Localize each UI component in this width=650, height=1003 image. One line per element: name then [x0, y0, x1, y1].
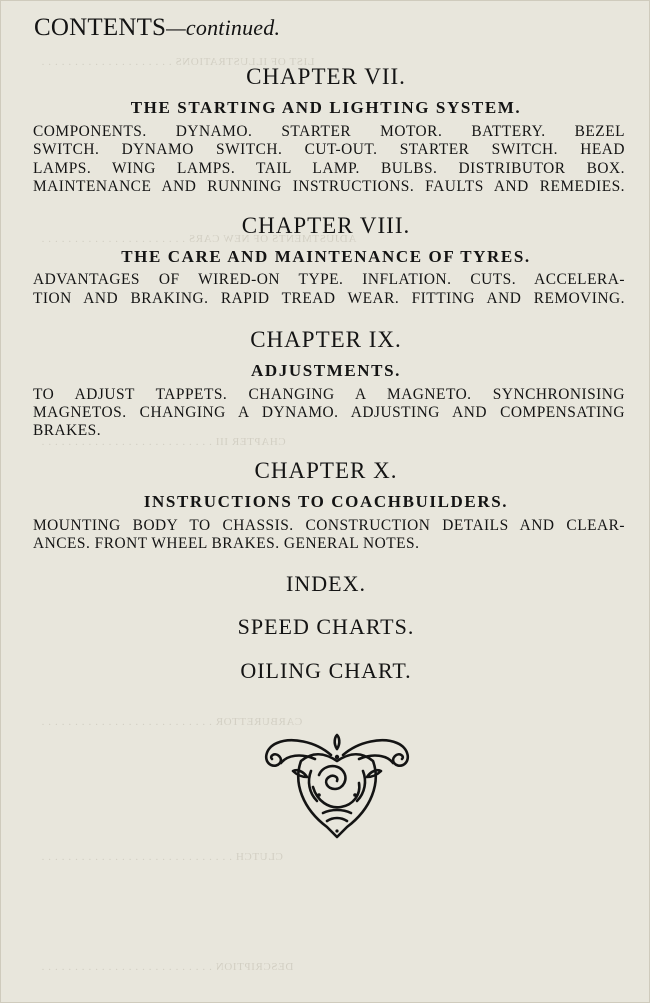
show-through-line: CARBURETTOR . . . . . . . . . . . . . . . . . . . . . . . . . .	[41, 716, 303, 728]
chapter-heading: CHAPTER VIII.	[241, 213, 411, 238]
chapter-heading: CHAPTER X.	[254, 458, 398, 483]
oiling-chart-heading: OILING CHART.	[240, 658, 412, 683]
body-line: TO ADJUST TAPPETS. CHANGING A MAGNETO. SYNCHRONISING	[33, 386, 625, 403]
show-through-line: LIST OF ILLUSTRATIONS . . . . . . . . . . . . . . . . . . . .	[41, 56, 315, 68]
chapter-title: THE STARTING AND LIGHTING SYSTEM.	[130, 98, 522, 117]
chapter-title: THE CARE AND MAINTENANCE OF TYRES.	[121, 247, 531, 266]
chapter-heading: CHAPTER VII.	[246, 64, 406, 89]
body-line: MAINTENANCE AND RUNNING INSTRUCTIONS. FAULTS AND REMEDIES.	[33, 178, 625, 195]
speed-charts-heading: SPEED CHARTS.	[237, 614, 415, 639]
chapter-title: INSTRUCTIONS TO COACHBUILDERS.	[143, 492, 509, 511]
show-through-line: ADJUSTMENTS OF NEW CARS . . . . . . . . . . . . . . . . . . . . . .	[41, 233, 357, 245]
header-continued: —continued.	[166, 15, 281, 40]
body-line: ANCES. FRONT WHEEL BRAKES. GENERAL NOTES.	[33, 535, 420, 552]
body-line: SWITCH. DYNAMO SWITCH. CUT-OUT. STARTER SWITCH. HEAD	[33, 141, 625, 158]
body-line: MAGNETOS. CHANGING A DYNAMO. ADJUSTING AND COMPENSATING	[33, 404, 625, 421]
show-through-line: DESCRIPTION . . . . . . . . . . . . . . . . . . . . . . . . . .	[41, 961, 294, 973]
body-line: MOUNTING BODY TO CHASSIS. CONSTRUCTION DETAILS AND CLEAR-	[33, 517, 625, 534]
index-heading: INDEX.	[286, 571, 366, 596]
header-title: CONTENTS	[34, 14, 167, 41]
show-through-line: CLUTCH . . . . . . . . . . . . . . . . . . . . . . . . . . . . .	[41, 851, 283, 863]
chapter-title: ADJUSTMENTS.	[250, 361, 402, 380]
body-line: LAMPS. WING LAMPS. TAIL LAMP. BULBS. DISTRIBUTOR BOX.	[33, 160, 625, 177]
body-line: TION AND BRAKING. RAPID TREAD WEAR. FITTING AND REMOVING.	[33, 290, 625, 307]
show-through-line: CHAPTER III . . . . . . . . . . . . . . . . . . . . . . . . . .	[41, 436, 286, 448]
body-line: COMPONENTS. DYNAMO. STARTER MOTOR. BATTERY. BEZEL	[33, 123, 625, 140]
floral-vignette-icon	[257, 731, 417, 843]
chapter-heading: CHAPTER IX.	[250, 327, 402, 352]
page-header	[34, 14, 280, 42]
body-line: BRAKES.	[33, 422, 102, 439]
body-line: ADVANTAGES OF WIRED-ON TYPE. INFLATION. CUTS. ACCELERA-	[33, 271, 625, 288]
